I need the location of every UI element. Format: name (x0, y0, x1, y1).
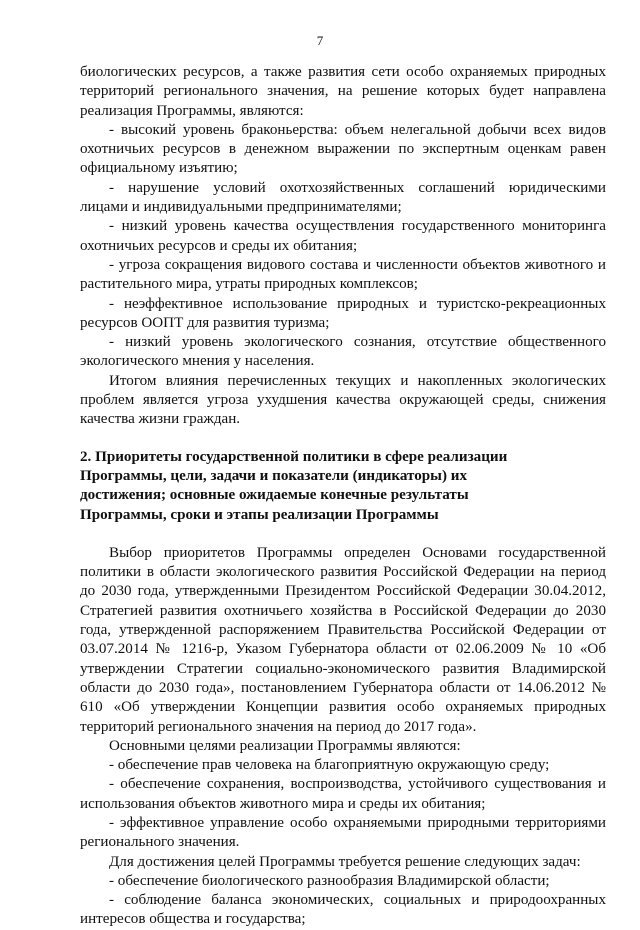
paragraph-priorities: Выбор приоритетов Программы определен Основами государственной политики в области экологического развития Российской Федерации на период до 2030 года, утвержденными Президентом Российской Федерации 30.04.2012, Стратегией развития охотничьего хозяйства в Российской Федерации до 2030 года, утвержденной распоряжением Правительства Российской Федерации от 03.07.2014 № 1216-р, Указом Губернатора области от 02.06.2009 № 10 «Об утверждении Стратегии социально-экономического развития Владимирской области до 2030 года», постановлением Губернатора области от 14.06.2012 № 610 «Об утверждении Концепции развития особо охраняемых природных территорий регионального значения на период до 2017 года». (80, 544, 606, 735)
tasks-intro: Для достижения целей Программы требуется решение следующих задач: (109, 853, 581, 870)
paragraph-summary: Итогом влияния перечисленных текущих и накопленных экологических проблем является угроза ухудшения качества окружающей среды, снижения качества жизни граждан. (80, 372, 606, 428)
list-item-species-threat: - угроза сокращения видового состава и численности объектов животного и растительного мира, утраты природных комплексов; (80, 256, 606, 293)
page-number: 7 (316, 33, 324, 48)
section-heading-line: Программы, цели, задачи и показатели (индикаторы) их (80, 467, 468, 484)
goals-intro: Основными целями реализации Программы являются: (109, 737, 461, 754)
list-item-task: - соблюдение баланса экономических, социальных и природоохранных интересов общества и государства; (80, 892, 606, 928)
list-item-monitoring-quality: - низкий уровень качества осуществления государственного мониторинга охотничьих ресурсов и среды их обитания; (80, 218, 606, 254)
document-body (80, 63, 606, 930)
list-item-ecological-awareness: - низкий уровень экологического сознания, отсутствие общественного экологического мнения у населения. (80, 334, 606, 370)
list-item-tourism-resources: - неэффективное использование природных и туристско-рекреационных ресурсов ООПТ для развития туризма; (80, 295, 606, 331)
list-item-goal: - обеспечение сохранения, воспроизводства, устойчивого существования и использования объектов животного мира и среды их обитания; (80, 776, 606, 812)
list-item-goal: - эффективное управление особо охраняемыми природными территориями регионального значения. (80, 814, 606, 851)
list-item-task: - обеспечение биологического разнообразия Владимирской области; (109, 872, 550, 889)
section-heading-line: 2. Приоритеты государственной политики в сфере реализации (80, 448, 508, 465)
list-item-agreement-violation: - нарушение условий охотхозяйственных соглашений юридическими лицами и индивидуальными предпринимателями; (80, 179, 606, 216)
list-item-goal: - обеспечение прав человека на благоприятную окружающую среду; (109, 757, 550, 774)
section-heading-line: Программы, сроки и этапы реализации Программы (80, 506, 439, 523)
paragraph-intro: биологических ресурсов, а также развития сети особо охраняемых природных территорий регионального значения, на решение которых будет направлена реализация Программы, являются: (80, 64, 606, 119)
section-heading-line: достижения; основные ожидаемые конечные результаты (80, 487, 469, 504)
list-item-poaching: - высокий уровень браконьерства: объем нелегальной добычи всех видов охотничьих ресурсов в денежном выражении по экспертным оценкам равен официальному изъятию; (80, 121, 606, 177)
section-heading (80, 448, 606, 525)
